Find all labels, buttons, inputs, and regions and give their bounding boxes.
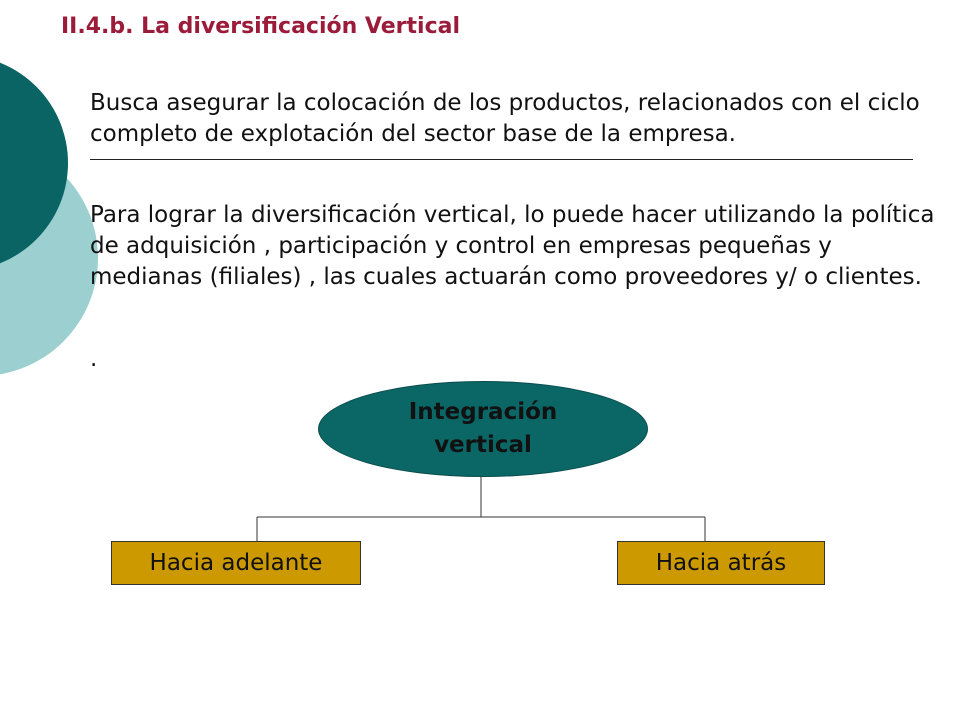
node-root-label: Integración vertical	[408, 399, 558, 458]
node-integracion-vertical	[318, 381, 648, 477]
node-hacia-atras: Hacia atrás	[617, 541, 825, 585]
trailing-dot: .	[90, 346, 98, 372]
paragraph-intro: Busca asegurar la colocación de los productos, relacionados con el ciclo completo de explotación del sector base de la empresa.	[90, 90, 920, 147]
slide-title: II.4.b. La diversificación Vertical	[61, 14, 461, 39]
paragraph-strategy: Para lograr la diversificación vertical, lo puede hacer utilizando la política de adquisición , participación y control en empresas pequeñas y medianas (filiales) , las cuales actuarán como proveedores y/ o clientes.	[90, 202, 935, 290]
node-hacia-adelante: Hacia adelante	[111, 541, 361, 585]
